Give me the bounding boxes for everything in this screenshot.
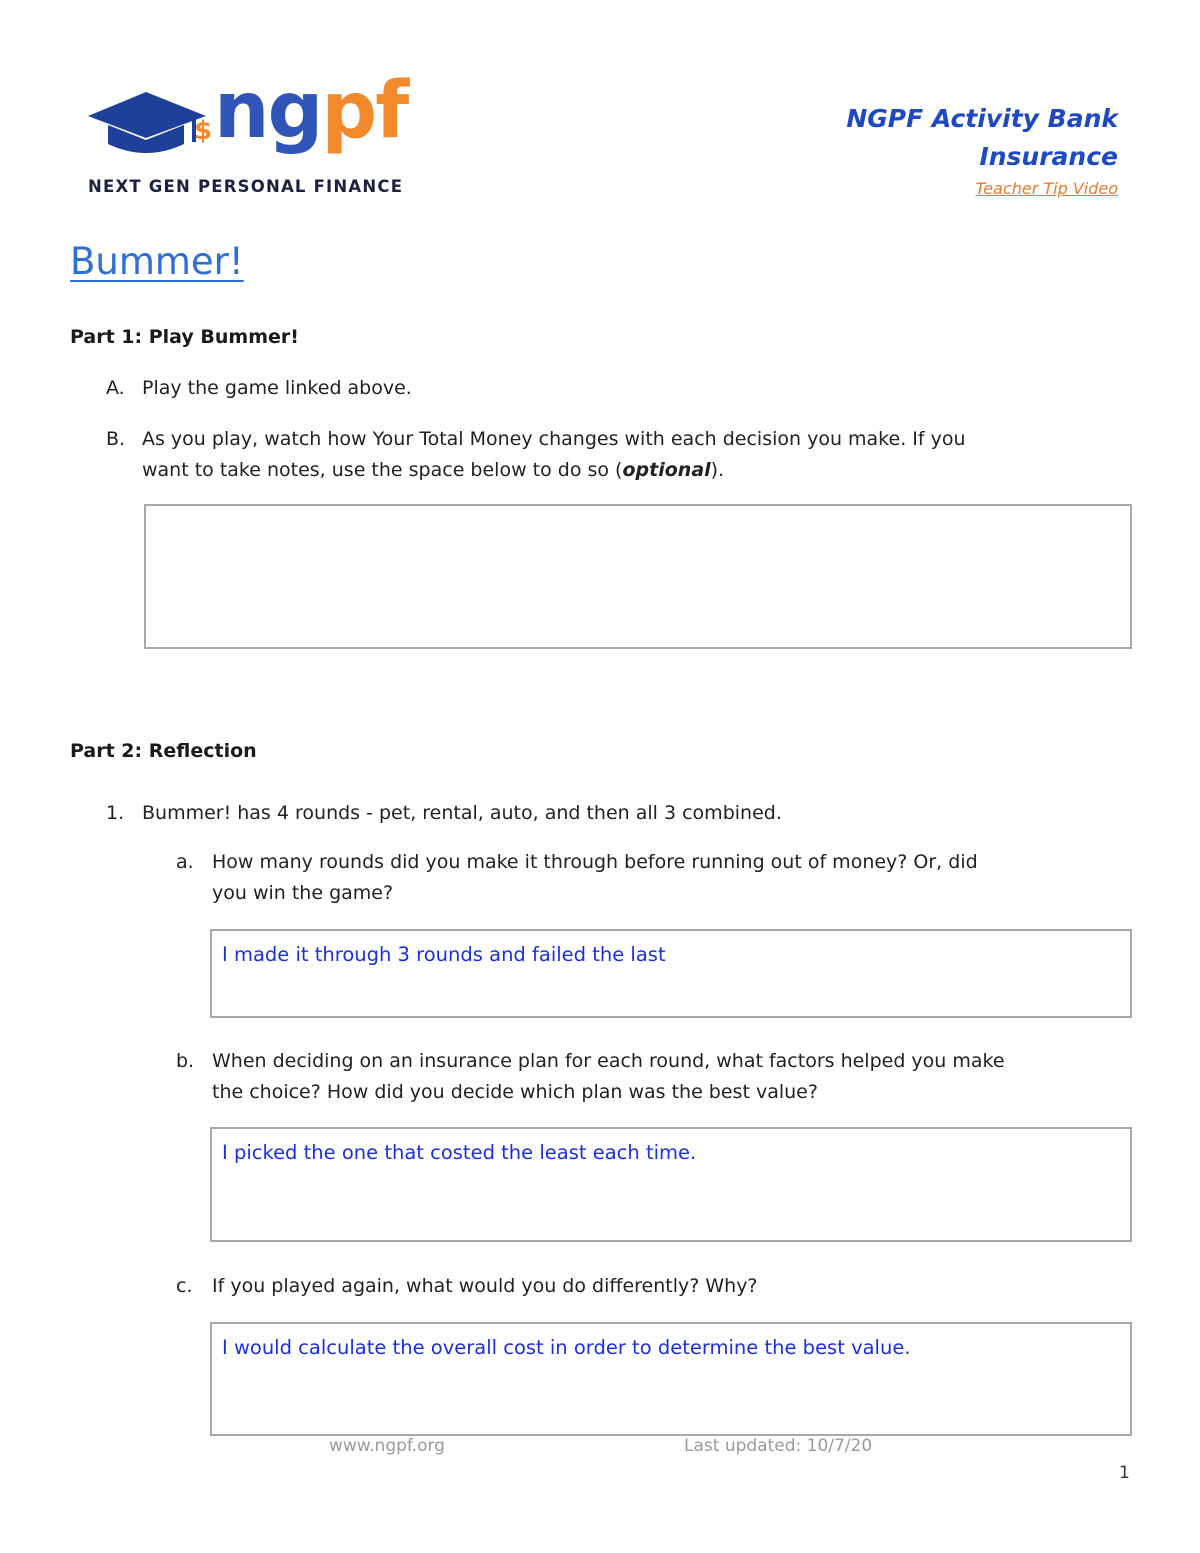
dollar-sign: $ <box>194 116 213 146</box>
sub-question-b-text: When deciding on an insurance plan for each round, what factors helped you make the choice? How did you decide which plan was the best value? <box>212 1050 1005 1103</box>
footer-url[interactable]: www.ngpf.org <box>329 1436 445 1456</box>
answer-c-text: I would calculate the overall cost in order to determine the best value. <box>222 1336 911 1359</box>
page-title[interactable]: Bummer! <box>70 240 244 283</box>
header-info <box>846 100 1118 204</box>
sub-question-a-marker: a. <box>176 851 194 873</box>
answer-b-text: I picked the one that costed the least each time. <box>222 1141 697 1164</box>
sub-question-c-marker: c. <box>176 1275 193 1297</box>
part2-heading: Part 2: Reflection <box>70 740 257 762</box>
question-1-marker: 1. <box>106 802 125 824</box>
logo-tagline: NEXT GEN PERSONAL FINANCE <box>88 177 404 196</box>
ngpf-logo <box>88 66 428 198</box>
page-number: 1 <box>1119 1463 1130 1483</box>
notes-input[interactable] <box>144 504 1132 649</box>
sub-question-b-marker: b. <box>176 1050 195 1072</box>
footer-last-updated: Last updated: 10/7/20 <box>684 1436 873 1456</box>
part1-heading: Part 1: Play Bummer! <box>70 326 299 348</box>
sub-question-a-text: How many rounds did you make it through before running out of money? Or, did you win the game? <box>212 851 978 904</box>
logo-wordmark: ngpf <box>214 66 408 156</box>
answer-a-text: I made it through 3 rounds and failed the last <box>222 943 666 966</box>
activity-bank-label: NGPF Activity Bank <box>846 104 1118 133</box>
answer-c-field[interactable] <box>210 1322 1132 1436</box>
sub-question-c-text: If you played again, what would you do differently? Why? <box>212 1275 758 1297</box>
graduation-cap-icon <box>88 92 208 160</box>
part1-item-b: As you play, watch how Your Total Money changes with each decision you make. If you want to take notes, use the space below to do so (optional). <box>142 428 966 481</box>
question-1-text: Bummer! has 4 rounds - pet, rental, auto, and then all 3 combined. <box>142 802 782 824</box>
answer-b-field[interactable] <box>210 1127 1132 1242</box>
topic-label: Insurance <box>979 142 1118 171</box>
list-marker-a: A. <box>106 377 125 399</box>
list-marker-b: B. <box>106 428 126 450</box>
part1-item-a: Play the game linked above. <box>142 377 412 399</box>
answer-a-field[interactable] <box>210 929 1132 1018</box>
teacher-tip-video-link[interactable]: Teacher Tip Video <box>975 179 1118 198</box>
